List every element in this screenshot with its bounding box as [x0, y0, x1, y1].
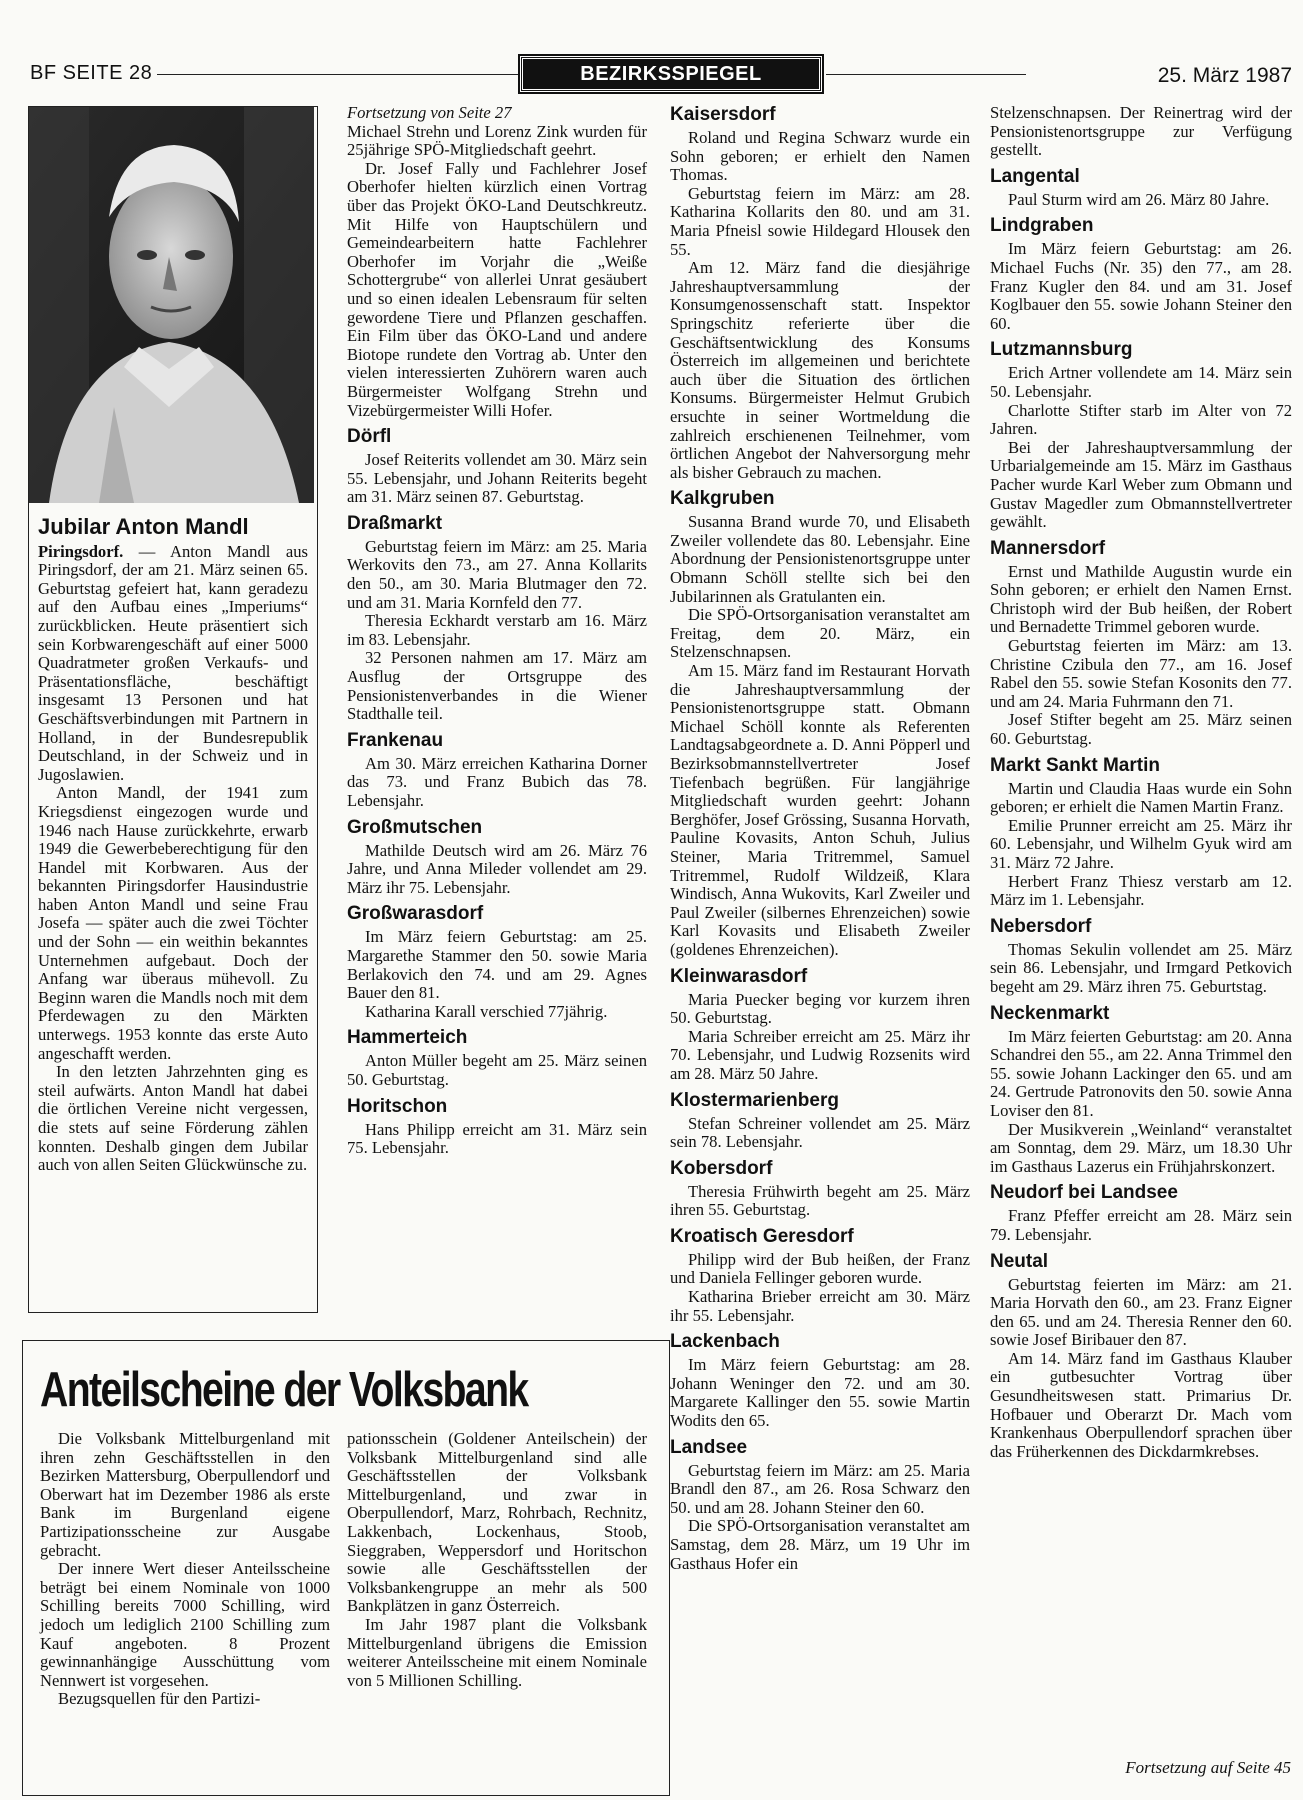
continuation-note: Fortsetzung von Seite 27	[347, 103, 512, 122]
column-3: Kaisersdorf Roland und Regina Schwarz wurde ein Sohn geboren; er erhielt den Namen Thomas. Geburtstag feiern im März: am 28. Katharina Kollarits den 80. und am 31. Maria Pfneisl sowie Hildegard Hlousek den 55. Am 12. März fand die diesjährige Jahreshauptversammlung der Konsumgenossenschaft statt. Inspektor Springschitz referierte über die Geschäftsentwicklung des Konsums Österreich im allgemeinen und berichtete auch über die Situation des örtlichen Konsums. Bürgermeister Helmut Grubich ersuchte in seiner Wortmeldung die zahlreich erschienenen Teilnehmer, vom örtlichen Angebot der Nahversorgung mehr als bisher Gebrauch zu machen. Kalkgruben Susanna Brand wurde 70, und Elisabeth Zweiler vollendete das 80. Lebensjahr. Eine Abordnung der Pensionistenortsgruppe unter Obmann Schöll stellte sich bei den Jubilarinnen als Gratulanten ein. Die SPÖ-Ortsorganisation veranstaltet am Freitag, dem 20. März, ein Stelzenschnapsen. Am 15. März fand im Restaurant Horvath die Jahreshauptversammlung der Pensionistenortsgruppe statt. Obmann Michael Schöll konnte als Referenten Landtagsabgeordnete a. D. Anni Pöpperl und Bezirksobmannstellvertreter Josef Tiefenbach begrüßen. Für langjährige Mitgliedschaft wurden geehrt: Johann Berghöfer, Josef Grössing, Susanna Horvath, Pauline Kovasits, Anton Schuh, Julius Steiner, Maria Tritremmel, Samuel Tritremmel, Rudolf Wildzeiß, Klara Windisch, Anna Wukovits, Karl Zweiler und Paul Zweiler (silbernes Ehrenzeichen) sowie Karl Kovasits und Elisabeth Zweiler (goldenes Ehrenzeichen). Kleinwarasdorf Maria Puecker beging vor kurzem ihren 50. Geburtstag. Maria Schreiber erreicht am 25. März ihr 70. Lebensjahr, und Ludwig Rozsenits wird am 28. März 50 Jahre. Klostermarienberg Stefan Schreiner vollendet am 25. März sein 78. Lebensjahr. Kobersdorf Theresia Frühwirth begeht am 25. März ihren 55. Geburtstag. Kroatisch Geresdorf Philipp wird der Bub heißen, der Franz und Daniela Fellinger geboren wurde. Katharina Brieber erreicht am 30. März ihr 55. Lebensjahr. Lackenbach Im März feiern Geburtstag: am 28. Johann Weninger den 72. und am 30. Margarete Kallinger den 55. sowie Martin Wodits den 65. Landsee Geburtstag feiern im März: am 25. Maria Brandl den 87., am 26. Rosa Schwarz den 50. und am 28. Johann Steiner den 60. Die SPÖ-Ortsorganisation veranstaltet am Samstag, dem 28. März, um 19 Uhr im Gasthaus Hofer ein	[670, 104, 970, 1573]
place-heading: Hammerteich	[347, 1027, 468, 1049]
place-heading: Horitschon	[347, 1095, 448, 1117]
section-title: BEZIRKSSPIEGEL	[520, 56, 822, 92]
profile-paragraph: In den letzten Jahrzehnten ging es steil aufwärts. Anton Mandl hat dabei die örtlichen Vereine nicht vergessen, die stets auf seine Förderung zählen konnten. Deshalb gingen dem Jubilar auch von allen Seiten Glückwünsche zu.	[38, 1062, 308, 1175]
place-heading: Großwarasdorf	[347, 903, 484, 925]
place-heading: Neudorf bei Landsee	[990, 1182, 1178, 1204]
page-number: BF SEITE 28	[30, 62, 153, 84]
place-heading: Draßmarkt	[347, 512, 443, 534]
place-heading: Lutzmannsburg	[990, 339, 1133, 361]
place-heading: Kaisersdorf	[670, 104, 776, 125]
profile-paragraph: Piringsdorf. — Anton Mandl aus Piringsdorf, der am 21. März seinen 65. Geburtstag gefeiert hat, kann geradezu auf den Aufbau eines „Imperiums“ zurückblicken. Heute präsentiert sich sein Korbwarengeschäft auf einer 5000 Quadratmeter großen Verkaufs- und Präsentationsfläche, beschäftigt insgesamt 13 Personen und hat Geschäftsverbindungen mit Partnern in Holland, in der Bundesrepublik Deutschland, in der Schweiz und in Jugoslawien.	[38, 541, 308, 784]
dateline: Piringsdorf.	[38, 541, 124, 561]
place-heading: Kleinwarasdorf	[670, 965, 808, 987]
place-heading: Lackenbach	[670, 1331, 780, 1353]
column-4: Stelzenschnapsen. Der Reinertrag wird der Pensionistenortsgruppe zur Verfügung gestellt. Langental Paul Sturm wird am 26. März 80 Jahre. Lindgraben Im März feiern Geburtstag: am 26. Michael Fuchs (Nr. 35) den 77., am 28. Franz Kugler den 84. und am 31. Josef Koglbauer den 55. sowie Johann Steiner den 60. Lutzmannsburg Erich Artner vollendete am 14. März sein 50. Lebensjahr. Charlotte Stifter starb im Alter von 72 Jahren. Bei der Jahreshauptversammlung der Urbarialgemeinde am 15. März im Gasthaus Pacher wurde Karl Weber zum Obmann und Gustav Magedler zum Obmannstellvertreter gewählt. Mannersdorf Ernst und Mathilde Augustin wurde ein Sohn geboren; er erhielt den Namen Ernst. Christoph wird der Bub heißen, der Robert und Bernadette Trimmel geboren wurde. Geburtstag feierten im März: am 13. Christine Czibula den 77., am 16. Josef Rabel den 55. sowie Stefan Kosonits den 77. und am 24. Maria Fuhrmann den 71. Josef Stifter begeht am 25. März seinen 60. Geburtstag. Markt Sankt Martin Martin und Claudia Haas wurde ein Sohn geboren; er erhielt die Namen Martin Franz. Emilie Prunner erreicht am 25. März ihr 60. Lebensjahr, und Wilhelm Gyuk wird am 31. März 72 Jahre. Herbert Franz Thiesz verstarb am 12. März im 1. Lebensjahr. Nebersdorf Thomas Sekulin vollendet am 25. März sein 86. Lebensjahr, und Irmgard Petkovich begeht am 29. März ihren 75. Geburtstag. Neckenmarkt Im März feierten Geburtstag: am 20. Anna Schandrei den 55., am 22. Anna Trimmel den 55. sowie Johann Lackinger den 65. und am 24. Gertrude Patronovits den 50. sowie Anna Loviser den 81. Der Musikverein „Weinland“ veranstaltet am Sonntag, dem 29. März, um 18.30 Uhr im Gasthaus Lazerus ein Frühjahrskonzert. Neudorf bei Landsee Franz Pfeffer erreicht am 28. März sein 79. Lebensjahr. Neutal Geburtstag feierten im März: am 21. Maria Horvath den 60., am 23. Franz Eigner den 65. und am 24. Theresia Renner den 60. sowie Josef Biribauer den 87. Am 14. März fand im Gasthaus Klauber ein gutbesuchter Vortrag über Gesundheitswesen statt. Primarius Dr. Hofbauer und Oberarzt Dr. Mach vom Krankenhaus Oberpullendorf sprachen über das Früherkennen des Dickdarmkrebses.	[990, 103, 1292, 1461]
place-heading: Nebersdorf	[990, 915, 1092, 937]
place-heading: Mannersdorf	[990, 537, 1106, 559]
profile-title: Jubilar Anton Mandl	[38, 514, 249, 539]
place-heading: Kobersdorf	[670, 1157, 773, 1179]
place-heading: Frankenau	[347, 729, 444, 751]
place-heading: Großmutschen	[347, 816, 483, 838]
place-heading: Neckenmarkt	[990, 1002, 1110, 1024]
place-heading: Markt Sankt Martin	[990, 754, 1160, 776]
continuation-footer: Fortsetzung auf Seite 45	[1125, 1758, 1291, 1777]
issue-date: 25. März 1987	[1157, 64, 1292, 87]
volksbank-col-1: Die Volksbank Mittelburgenland mit ihren zehn Geschäftsstellen in den Bezirken Mattersburg, Oberpullendorf und Oberwart hat im Dezember 1986 als erste Bank im Burgenland eigene Partizipationsscheine zur Ausgabe gebracht. Der innere Wert dieser Anteilsscheine beträgt bei einem Nominale von 1000 Schilling bereits 7000 Schilling, wird jedoch um lediglich 2100 Schilling zum Kauf angeboten. 8 Prozent gewinnanhängige Ausschüttung vom Nennwert ist vorgesehen. Bezugsquellen für den Partizi-	[40, 1429, 330, 1709]
volksbank-headline: Anteilscheine der Volksbank	[40, 1363, 528, 1417]
place-heading: Landsee	[670, 1436, 748, 1458]
volksbank-col-2: pationsschein (Goldener Anteilschein) der Volksbank Mittelburgenland sind alle Geschäftsstellen der Volksbank Mittelburgenland, und zwar in Oberpullendorf, Marz, Rohrbach, Rechnitz, Lakkenbach, Lockenhaus, Stoob, Sieggraben, Weppersdorf und Horitschon sowie alle Geschäftsstellen der Volksbankengruppe an mehr als 500 Bankplätzen in ganz Österreich. Im Jahr 1987 plant die Volksbank Mittelburgenland übrigens die Emission weiterer Anteilsscheine mit einem Nominale von 5 Millionen Schilling.	[347, 1429, 647, 1690]
place-heading: Kroatisch Geresdorf	[670, 1225, 854, 1247]
place-heading: Lindgraben	[990, 215, 1094, 237]
place-heading: Kalkgruben	[670, 488, 775, 510]
profile-paragraph: Anton Mandl, der 1941 zum Kriegsdienst eingezogen wurde und 1946 nach Hause zurückkehrte, erwarb 1949 die Gewerbeberechtigung für den Handel mit Korbwaren. Aus der bekannten Piringsdorfer Hausindustrie haben Anton Mandl und seine Frau Josefa — später auch die zwei Töchter und der Sohn — ein weithin bekanntes Unternehmen aufgebaut. Doch der Anfang war überaus mühevoll. Zu Beginn waren die Mandls noch mit dem Pferdewagen zu den Märkten unterwegs. 1953 konnte das erste Auto angeschafft werden.	[38, 783, 308, 1063]
page-header	[22, 56, 1292, 92]
header-rule-right	[826, 74, 1026, 75]
place-heading: Dörfl	[347, 426, 392, 448]
header-rule-left	[157, 74, 520, 75]
place-heading: Neutal	[990, 1250, 1049, 1272]
profile-article	[38, 512, 308, 1175]
column-2: Fortsetzung von Seite 27 Michael Strehn und Lorenz Zink wurden für 25jährige SPÖ-Mitgliedschaft geehrt. Dr. Josef Fally und Fachlehrer Josef Oberhofer hielten kürzlich einen Vortrag über das Projekt ÖKO-Land Deutschkreutz. Mit Hilfe von Hauptschülern und Gemeindearbeitern hatte Fachlehrer Oberhofer im Vorjahr die „Weiße Schottergrube“ von allerlei Unrat gesäubert und so einen idealen Lebensraum für selten gewordene Tiere und Pflanzen geschaffen. Ein Film über das ÖKO-Land und andere Biotope rundete den Vortrag ab. Unter den vielen interessierten Zuhörern waren auch Bürgermeister Wolfgang Strehn und Vizebürgermeister Willi Hofer. Dörfl Josef Reiterits vollendet am 30. März sein 55. Lebensjahr, und Johann Reiterits begeht am 31. März seinen 87. Geburtstag. Draßmarkt Geburtstag feiern im März: am 25. Maria Werkovits den 73., am 27. Anna Kollarits den 50., am 30. Maria Blutmager den 72. und am 31. Maria Kornfeld den 77. Theresia Eckhardt verstarb am 16. März im 83. Lebensjahr. 32 Personen nahmen am 17. März am Ausflug der Ortsgruppe des Pensionistenverbandes in die Wiener Stadthalle teil. Frankenau Am 30. März erreichen Katharina Dorner das 73. und Franz Bubich das 78. Lebensjahr. Großmutschen Mathilde Deutsch wird am 26. März 76 Jahre, und Anna Mileder vollendet am 29. März ihr 75. Lebensjahr. Großwarasdorf Im März feiern Geburtstag: am 25. Margarethe Stammer den 50. sowie Maria Berlakovich den 74. und am 29. Agnes Bauer den 81. Katharina Karall verschied 77jährig. Hammerteich Anton Müller begeht am 25. März seinen 50. Geburtstag. Horitschon Hans Philipp erreicht am 31. März sein 75. Lebensjahr.	[347, 103, 647, 1158]
place-heading: Klostermarienberg	[670, 1089, 839, 1111]
place-heading: Langental	[990, 165, 1080, 187]
